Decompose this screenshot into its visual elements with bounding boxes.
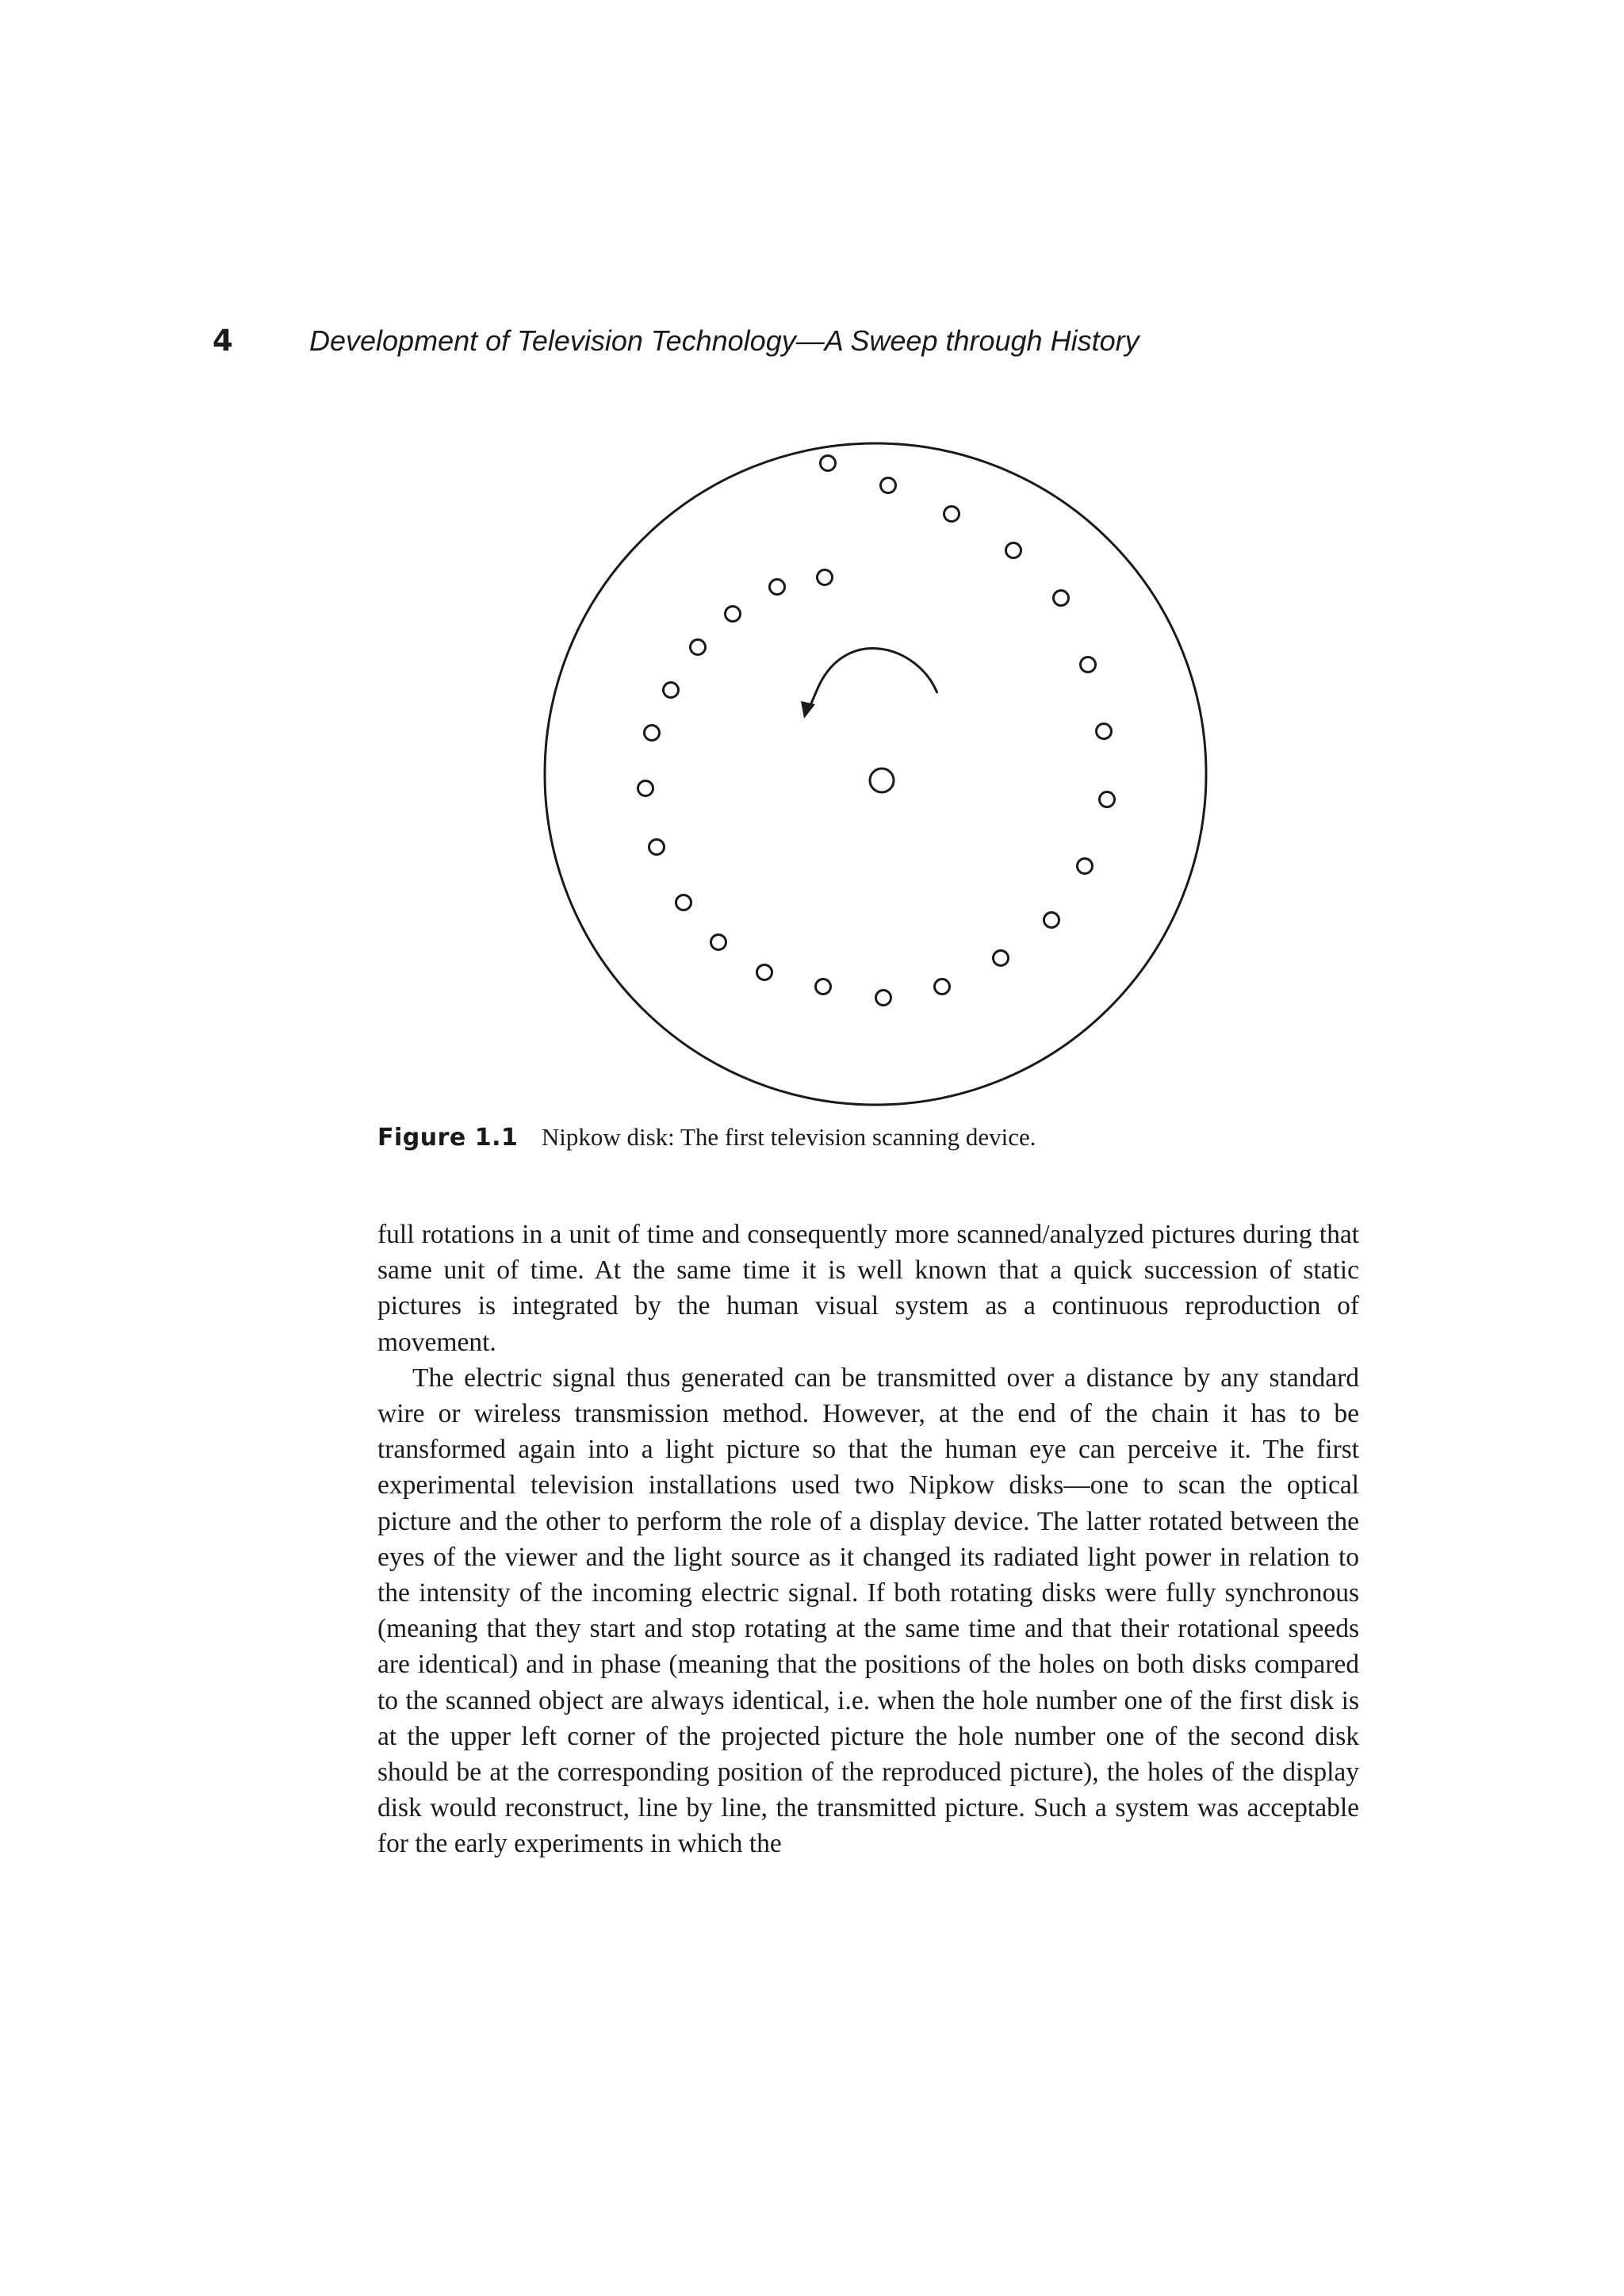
disk-outline	[545, 443, 1206, 1105]
scanning-hole	[821, 456, 836, 471]
scanning-hole	[638, 781, 653, 796]
scanning-hole	[876, 991, 891, 1006]
paragraph: full rotations in a unit of time and consequently more scanned/analyzed pictures during that same unit of time. At the same time it is well known that a quick succession of static pictures is integrated by the human visual system as a continuous reproduction of movement.	[377, 1220, 1359, 1357]
scanning-hole	[818, 570, 833, 585]
scanning-hole	[1100, 792, 1115, 807]
scanning-hole	[1006, 543, 1021, 558]
scanning-hole	[816, 979, 831, 995]
body-text	[377, 1217, 1359, 1862]
scanning-hole	[1044, 913, 1059, 928]
paragraph: The electric signal thus generated can be transmitted over a distance by any standard wire or wireless transmission method. However, at the end of the chain it has to be transformed again into a light picture so that the human eye can perceive it. The first experimental television installations used two Nipkow disks—one to scan the optical picture and the other to perform the role of a display device. The latter rotated between the eyes of the viewer and the light source as it changed its radiated light power in relation to the intensity of the incoming electric signal. If both rotating disks were fully synchronous (meaning that they start and stop rotating at the same time and that their rotational speeds are identical) and in phase (meaning that the positions of the holes on both disks compared to the scanned object are always identical, i.e. when the hole number one of the first disk is at the upper left corner of the projected picture the hole number one of the second disk should be at the corresponding position of the reproduced picture), the holes of the display disk would reconstruct, line by line, the transmitted picture. Such a system was acceptable for the early experiments in which the	[377, 1363, 1359, 1859]
rotation-arrow-head-icon	[801, 701, 815, 719]
scanning-hole	[1081, 657, 1096, 673]
scanning-hole	[711, 935, 726, 950]
nipkow-disk-diagram	[531, 435, 1213, 1117]
scanning-hole	[1097, 724, 1112, 739]
scanning-hole	[664, 683, 679, 698]
scanning-hole	[1054, 591, 1069, 606]
figure-caption-text: Nipkow disk: The first television scanning device.	[541, 1123, 1036, 1151]
rotation-arrow-arc	[809, 648, 937, 709]
scanning-hole	[944, 507, 959, 522]
scanning-hole	[935, 979, 950, 995]
nipkow-disk-figure	[531, 435, 1213, 1117]
scanning-hole	[1078, 859, 1093, 874]
scanning-hole	[757, 965, 772, 980]
scanning-hole	[649, 840, 665, 855]
running-title: Development of Television Technology—A Sweep through History	[309, 324, 1139, 357]
scanning-hole	[881, 478, 896, 493]
figure-caption	[377, 1123, 1408, 1152]
scanning-holes	[638, 456, 1115, 1006]
scanning-hole	[994, 951, 1009, 966]
scanning-hole	[726, 607, 741, 622]
scanning-hole	[691, 640, 706, 655]
running-head	[213, 324, 1402, 371]
scanning-hole	[676, 895, 691, 910]
center-hole	[870, 769, 894, 792]
page-number: 4	[213, 324, 233, 358]
figure-label: Figure 1.1	[377, 1124, 519, 1152]
scanning-hole	[770, 580, 785, 595]
scanning-hole	[645, 726, 660, 741]
